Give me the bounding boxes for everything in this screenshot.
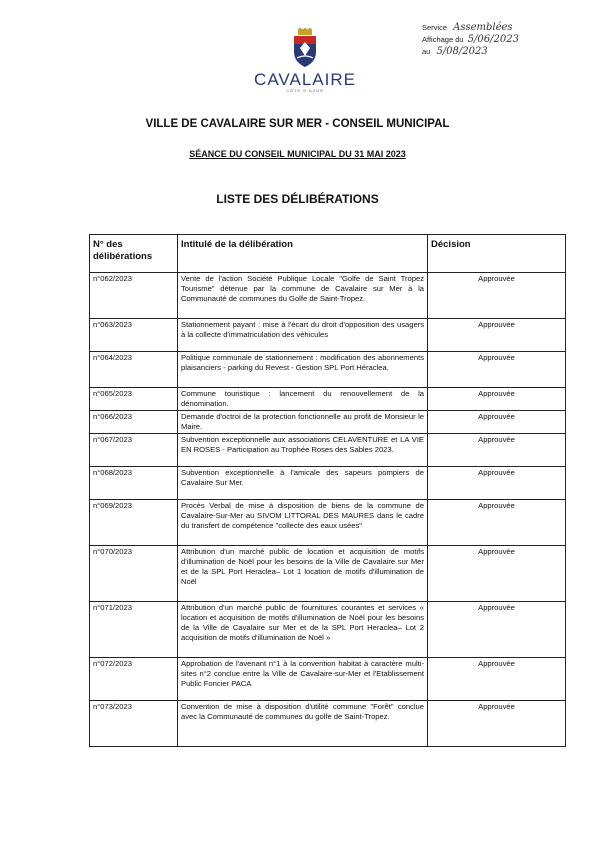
table-row (90, 658, 566, 701)
deliberation-decision: Approuvée (428, 546, 566, 602)
deliberation-title: Subvention exceptionnelle à l'amicale des sapeurs pompiers de Cavalaire Sur Mer. (178, 467, 428, 500)
deliberation-title: Attribution d'un marché public de fournitures courantes et services « location et acquisition de motifs d'illumination de Noël pour les besoins de la Ville de Cavalaire sur Mer et de la SPL Port Heraclea– Lot 2 acquisition de motifs d'illumination de Noël » (178, 602, 428, 658)
deliberation-number: n°073/2023 (90, 701, 178, 747)
deliberation-decision: Approuvée (428, 658, 566, 701)
stamp-affichage-row (422, 34, 572, 46)
deliberation-decision: Approuvée (428, 273, 566, 319)
table-header-row (90, 235, 566, 273)
deliberation-decision: Approuvée (428, 319, 566, 352)
deliberation-title: Subvention exceptionnelle aux associations CELAVENTURE et LA VIE EN ROSES - Participation au Trophée Roses des Sables 2023. (178, 434, 428, 467)
deliberation-title: Commune touristique : lancement du renouvellement de la dénomination. (178, 388, 428, 411)
session-title: SÉANCE DU CONSEIL MUNICIPAL DU 31 MAI 2023 (189, 149, 406, 159)
table-row (90, 467, 566, 500)
deliberation-number: n°065/2023 (90, 388, 178, 411)
table-row (90, 546, 566, 602)
cavalaire-logo (250, 28, 360, 106)
deliberation-title: Attribution d'un marché public de location et acquisition de motifs d'illumination de Noël pour les besoins de la Ville de Cavalaire sur Mer et de la SPL Port Heraclea– Lot 1 location de motifs d'illumination de Noël (178, 546, 428, 602)
deliberation-decision: Approuvée (428, 411, 566, 434)
table-row (90, 434, 566, 467)
deliberation-number: n°064/2023 (90, 352, 178, 388)
deliberation-number: n°063/2023 (90, 319, 178, 352)
table-row (90, 273, 566, 319)
deliberation-decision: Approuvée (428, 602, 566, 658)
deliberation-title: Stationnement payant : mise à l'écart du droit d'opposition des usagers à la collecte d'immatriculation des véhicules (178, 319, 428, 352)
deliberation-number: n°068/2023 (90, 467, 178, 500)
stamp-au-value: 5/08/2023 (436, 46, 488, 57)
deliberation-title: Politique communale de stationnement : modification des abonnements plaisanciers - parking du Revest - Gestion SPL Port Héraclea. (178, 352, 428, 388)
deliberation-number: n°062/2023 (90, 273, 178, 319)
logo-tagline: CÔTE D'AZUR (286, 88, 324, 93)
header-decision: Décision (428, 235, 566, 273)
stamp-au-label: au (422, 47, 431, 56)
deliberation-title: Approbation de l'avenant n°1 à la convention habitat à caractère multi-sites n°2 conclue entre la Ville de Cavalaire-sur-Mer et l'Etablissement Public Foncier PACA (178, 658, 428, 701)
deliberation-decision: Approuvée (428, 467, 566, 500)
table-row (90, 319, 566, 352)
deliberations-table (89, 234, 566, 747)
list-title: LISTE DES DÉLIBÉRATIONS (216, 192, 379, 206)
stamp-service-value: Assemblées (453, 22, 513, 33)
deliberation-title: Demande d'octroi de la protection fonctionnelle au profit de Monsieur le Maire. (178, 411, 428, 434)
table-row (90, 411, 566, 434)
logo-wordmark: CAVALAIRE (254, 70, 356, 89)
deliberation-number: n°071/2023 (90, 602, 178, 658)
deliberation-decision: Approuvée (428, 701, 566, 747)
table-row (90, 352, 566, 388)
deliberation-number: n°070/2023 (90, 546, 178, 602)
stamp-au-row (422, 46, 572, 58)
deliberation-decision: Approuvée (428, 352, 566, 388)
deliberation-number: n°066/2023 (90, 411, 178, 434)
deliberation-title: Convention de mise à disposition d'utilité commune "Forêt" conclue avec la Communauté de communes du golfe de Saint-Tropez. (178, 701, 428, 747)
table-row (90, 388, 566, 411)
stamp-service-label: Service (422, 23, 448, 32)
deliberation-decision: Approuvée (428, 388, 566, 411)
document-title: VILLE DE CAVALAIRE SUR MER - CONSEIL MUNICIPAL (145, 118, 450, 130)
deliberation-decision: Approuvée (428, 500, 566, 546)
deliberation-decision: Approuvée (428, 434, 566, 467)
deliberation-number: n°072/2023 (90, 658, 178, 701)
coat-of-arms-icon (290, 28, 320, 68)
header-number: N° des délibérations (90, 235, 178, 273)
stamp-affichage-label: Affichage du (422, 35, 464, 44)
deliberation-number: n°069/2023 (90, 500, 178, 546)
posting-stamp (422, 22, 572, 58)
table-row (90, 500, 566, 546)
stamp-service-row (422, 22, 572, 34)
stamp-affichage-value: 5/06/2023 (467, 34, 519, 45)
table-row (90, 602, 566, 658)
deliberation-title: Vente de l'action Société Publique Locale "Golfe de Saint Tropez Tourisme" détenue par la commune de Cavalaire sur Mer à la Communauté de communes du Golfe de Saint-Tropez. (178, 273, 428, 319)
header-title: Intitulé de la délibération (178, 235, 428, 273)
deliberation-number: n°067/2023 (90, 434, 178, 467)
table-row (90, 701, 566, 747)
deliberation-title: Procès Verbal de mise à disposition de biens de la commune de Cavalaire-Sur-Mer au SIVOM LITTORAL DES MAURES dans le cadre du transfert de compétence "collecte des eaux usées" (178, 500, 428, 546)
